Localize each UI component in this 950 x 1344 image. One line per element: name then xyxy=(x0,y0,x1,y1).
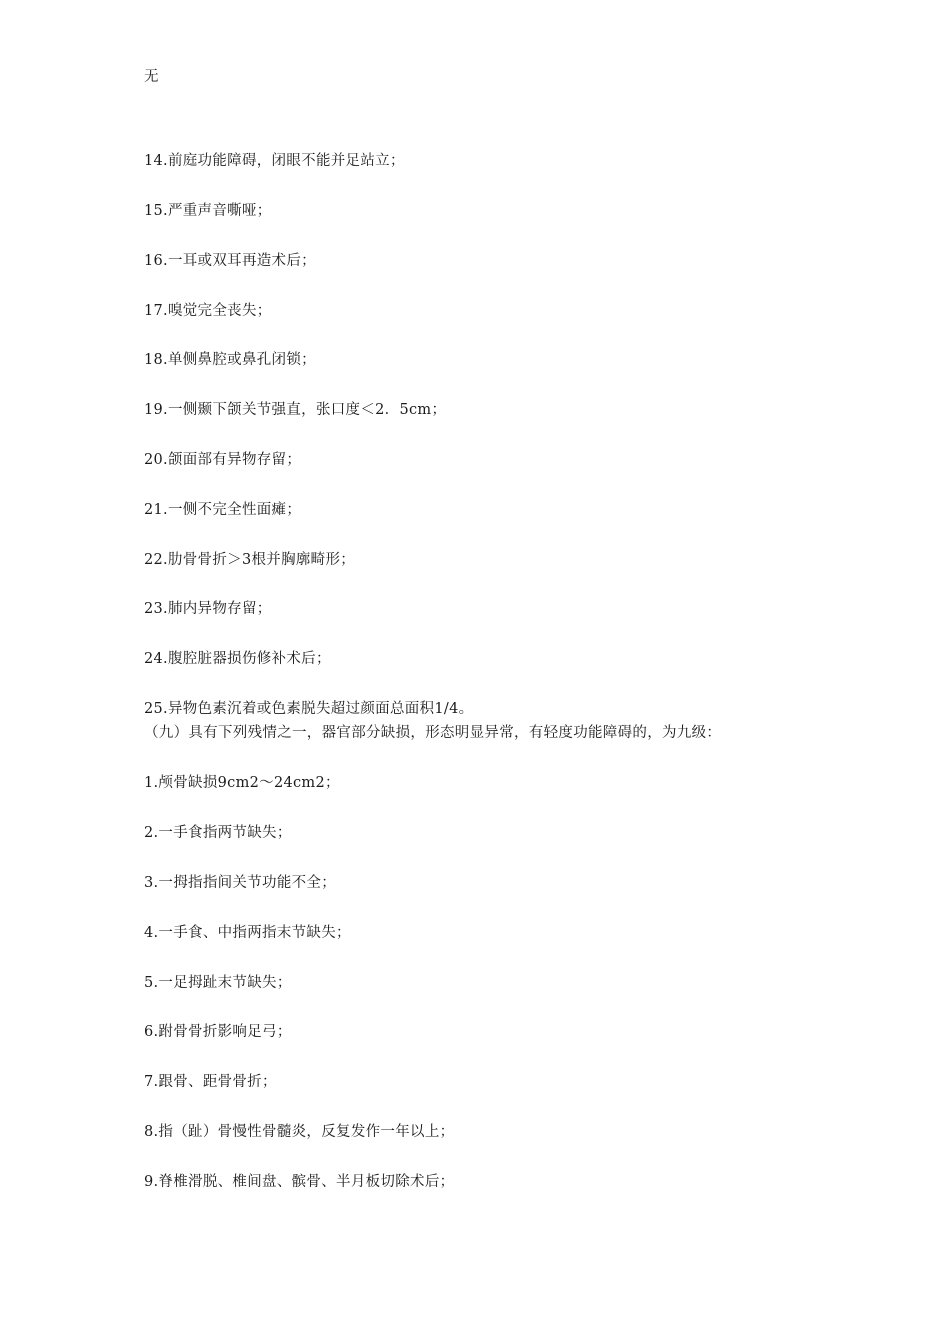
list-item: 14.前庭功能障碍，闭眼不能并足站立； xyxy=(144,153,405,169)
list-item: 16.一耳或双耳再造术后； xyxy=(144,253,316,269)
list-item: 9.脊椎滑脱、椎间盘、髌骨、半月板切除术后； xyxy=(144,1174,455,1190)
list-item: 18.单侧鼻腔或鼻孔闭锁； xyxy=(144,352,316,368)
list-item: 25.异物色素沉着或色素脱失超过颜面总面积1/4。 xyxy=(144,701,474,717)
list-item: 5.一足拇趾末节缺失； xyxy=(144,975,292,991)
list-item: 17.嗅觉完全丧失； xyxy=(144,303,272,319)
list-item: 21.一侧不完全性面瘫； xyxy=(144,502,302,518)
list-item: 2.一手食指两节缺失； xyxy=(144,825,292,841)
list-item: 1.颅骨缺损9cm2～24cm2； xyxy=(144,775,340,791)
list-item: 20.颌面部有异物存留； xyxy=(144,452,302,468)
list-item: 24.腹腔脏器损伤修补术后； xyxy=(144,651,331,667)
section-heading: （九）具有下列残情之一，器官部分缺损，形态明显异常，有轻度功能障碍的，为九级： xyxy=(144,725,722,741)
list-item: 3.一拇指指间关节功能不全； xyxy=(144,875,337,891)
list-item: 23.肺内异物存留； xyxy=(144,601,272,617)
list-item: 4.一手食、中指两指末节缺失； xyxy=(144,925,351,941)
list-item: 22.肋骨骨折＞3根并胸廓畸形； xyxy=(144,552,356,568)
list-item: 19.一侧颞下颌关节强直，张口度＜2．5cm； xyxy=(144,402,447,418)
list-item: 6.跗骨骨折影响足弓； xyxy=(144,1024,292,1040)
list-item: 8.指（趾）骨慢性骨髓炎，反复发作一年以上； xyxy=(144,1124,455,1140)
list-item: 7.跟骨、距骨骨折； xyxy=(144,1074,277,1090)
list-item: 15.严重声音嘶哑； xyxy=(144,203,272,219)
top-word: 无 xyxy=(144,69,159,85)
